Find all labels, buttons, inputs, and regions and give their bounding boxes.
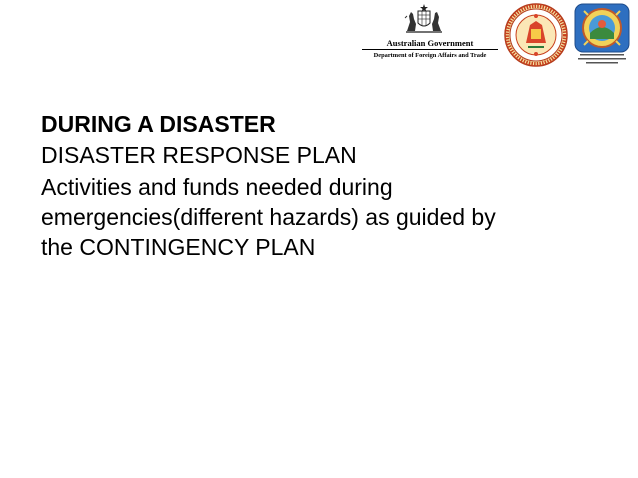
drrm-seal-caption <box>570 52 634 68</box>
drrm-seal-icon <box>574 3 630 53</box>
australian-government-logo <box>360 4 500 64</box>
logo-divider <box>362 49 498 50</box>
slide-subheading: DISASTER RESPONSE PLAN <box>41 142 357 168</box>
body-line: the CONTINGENCY PLAN <box>41 234 316 260</box>
body-line: emergencies(different hazards) as guided by <box>41 204 496 230</box>
coat-of-arms-icon <box>404 4 444 34</box>
slide-heading: DURING A DISASTER <box>41 111 276 137</box>
slide-content <box>41 109 621 262</box>
slide-body <box>41 171 621 262</box>
australian-government-label: Australian Government <box>386 38 474 48</box>
municipal-seal-icon <box>504 3 568 67</box>
department-label: Department of Foreign Affairs and Trade <box>373 52 487 59</box>
body-line: Activities and funds needed during <box>41 174 393 200</box>
